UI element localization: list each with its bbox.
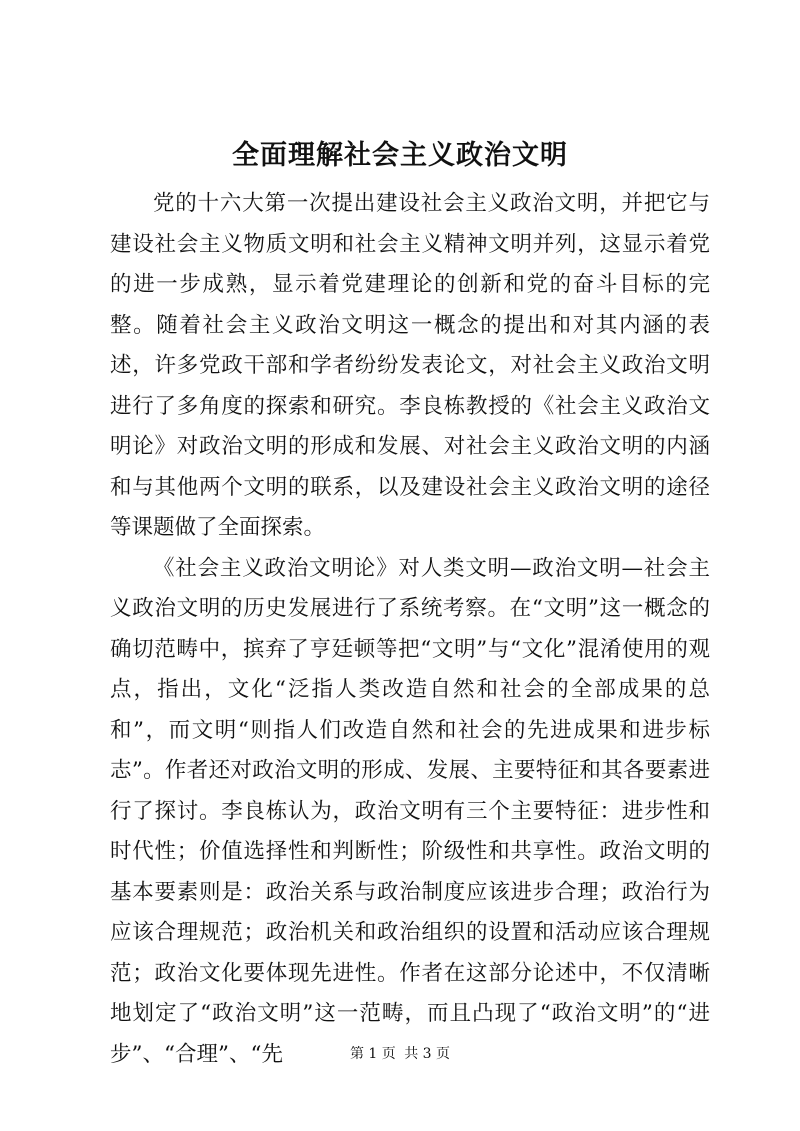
document-body <box>110 184 710 1075</box>
document-title: 全面理解社会主义政治文明 <box>232 140 568 171</box>
page-total: 共 3 页 <box>404 1046 451 1062</box>
page-number: 第 1 页 <box>349 1046 396 1062</box>
page-footer <box>0 1044 800 1064</box>
paragraph-1: 党的十六大第一次提出建设社会主义政治文明，并把它与建设社会主义物质文明和社会主义精神文明并列，这显示着党的进一步成熟，显示着党建理论的创新和党的奋斗目标的完整。随着社会主义政治文明这一概念的提出和对其内涵的表述，许多党政干部和学者纷纷发表论文，对社会主义政治文明进行了多角度的探索和研究。李良栋教授的《社会主义政治文明论》对政治文明的形成和发展、对社会主义政治文明的内涵和与其他两个文明的联系，以及建设社会主义政治文明的途径等课题做了全面探索。 <box>110 191 710 540</box>
paragraph-2: 《社会主义政治文明论》对人类文明—政治文明—社会主义政治文明的历史发展进行了系统考察。在“文明”这一概念的确切范畴中，摈弃了亨廷顿等把“文明”与“文化”混淆使用的观点，指出，文化“泛指人类改造自然和社会的全部成果的总和”，而文明“则指人们改造自然和社会的先进成果和进步标志”。作者还对政治文明的形成、发展、主要特征和其各要素进行了探讨。李良栋认为，政治文明有三个主要特征：进步性和时代性；价值选择性和判断性；阶级性和共享性。政治文明的基本要素则是：政治关系与政治制度应该进步合理；政治行为应该合理规范；政治机关和政治组织的设置和活动应该合理规范；政治文化要体现先进性。作者在这部分论述中，不仅清晰地划定了“政治文明”这一范畴，而且凸现了“政治文明”的“进步”、“合理”、“先 <box>110 555 710 1067</box>
